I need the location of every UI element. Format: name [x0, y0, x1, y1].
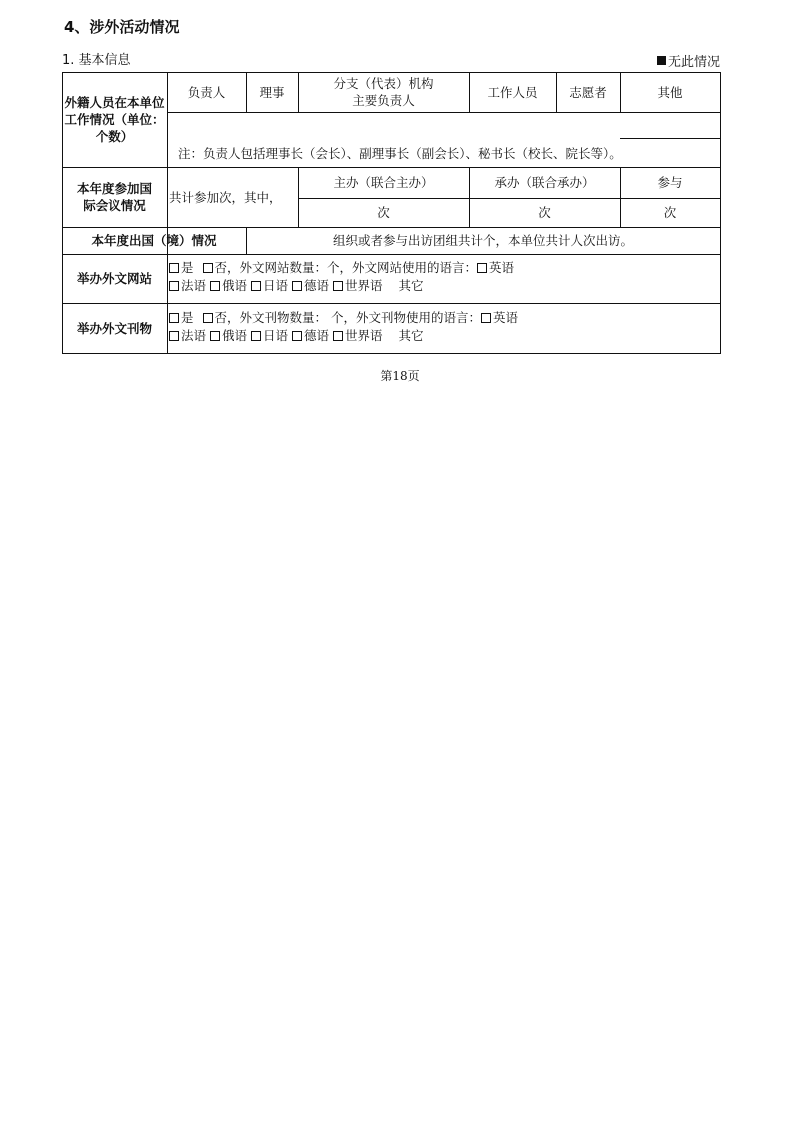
staff-note: 注：负责人包括理事长（会长）、副理事长（副会长）、秘书长（校长、院长等）。 — [178, 145, 622, 161]
no-situation-label: 无此情况 — [667, 55, 720, 70]
header-director: 理事 — [259, 84, 285, 100]
journal-options — [169, 309, 518, 345]
option-no: 否，外文刊物数量： 个，外文刊物使用的语言： — [214, 310, 481, 325]
conference-organize-unit: 次 — [538, 205, 551, 220]
lang-other: 其它 — [398, 278, 424, 293]
checkbox-icon[interactable] — [481, 313, 491, 323]
header-branch-head: 分支（代表）机构主要负责人 — [333, 76, 434, 108]
conference-total: 共计参加次，其中， — [169, 189, 282, 205]
lang-esperanto: 世界语 — [345, 278, 383, 293]
checkbox-icon[interactable] — [477, 263, 487, 273]
checkbox-icon[interactable] — [210, 331, 220, 341]
no-situation-flag[interactable] — [657, 51, 720, 70]
checkbox-icon[interactable] — [333, 331, 343, 341]
rule — [720, 72, 721, 354]
checkbox-icon[interactable] — [169, 281, 179, 291]
lang-russian: 俄语 — [222, 328, 248, 343]
header-staff: 工作人员 — [487, 84, 538, 100]
option-yes: 是 — [181, 260, 194, 275]
option-no: 否，外文网站数量：个，外文网站使用的语言： — [214, 260, 478, 275]
checkbox-icon[interactable] — [251, 281, 261, 291]
rule — [62, 353, 721, 354]
lang-german: 德语 — [304, 328, 330, 343]
conference-host-unit: 次 — [377, 205, 390, 220]
section-title: 4、涉外活动情况 — [64, 18, 180, 36]
conference-participate: 参与 — [657, 175, 683, 190]
checkbox-icon[interactable] — [292, 331, 302, 341]
option-yes: 是 — [181, 310, 194, 325]
checkbox-icon[interactable] — [203, 313, 213, 323]
lang-esperanto: 世界语 — [345, 328, 383, 343]
header-volunteer: 志愿者 — [569, 84, 607, 100]
website-options — [169, 259, 514, 295]
lang-japanese: 日语 — [263, 328, 289, 343]
abroad-text: 组织或者参与出访团组共计个，本单位共计人次出访。 — [332, 233, 633, 248]
staff-label: 外籍人员在本单位工作情况（单位：个数） — [64, 95, 165, 144]
lang-german: 德语 — [304, 278, 330, 293]
lang-french: 法语 — [181, 278, 207, 293]
conference-host: 主办（联合主办） — [333, 175, 434, 190]
lang-russian: 俄语 — [222, 278, 248, 293]
subsection-title: 1. 基本信息 — [62, 53, 131, 68]
conference-participate-unit: 次 — [663, 205, 677, 220]
lang-english: 英语 — [492, 310, 518, 325]
website-label: 举办外文网站 — [76, 271, 152, 286]
lang-other: 其它 — [398, 328, 424, 343]
checkbox-icon[interactable] — [333, 281, 343, 291]
page-number: 第18页 — [380, 369, 420, 383]
checkbox-icon[interactable] — [292, 281, 302, 291]
checkbox-icon[interactable] — [169, 331, 179, 341]
checked-box-icon[interactable] — [657, 56, 666, 65]
rule — [620, 138, 721, 139]
journal-label: 举办外文刊物 — [76, 320, 152, 336]
header-leader: 负责人 — [187, 84, 226, 100]
header-other: 其他 — [657, 84, 683, 100]
lang-japanese: 日语 — [263, 278, 289, 293]
checkbox-icon[interactable] — [251, 331, 261, 341]
conference-label: 本年度参加国际会议情况 — [76, 181, 152, 213]
abroad-label: 本年度出国（境）情况 — [91, 233, 217, 248]
checkbox-icon[interactable] — [210, 281, 220, 291]
lang-french: 法语 — [181, 328, 207, 343]
checkbox-icon[interactable] — [203, 263, 213, 273]
lang-english: 英语 — [489, 260, 515, 275]
checkbox-icon[interactable] — [169, 263, 179, 273]
checkbox-icon[interactable] — [169, 313, 179, 323]
conference-organize: 承办（联合承办） — [494, 175, 595, 190]
rule — [167, 112, 721, 113]
